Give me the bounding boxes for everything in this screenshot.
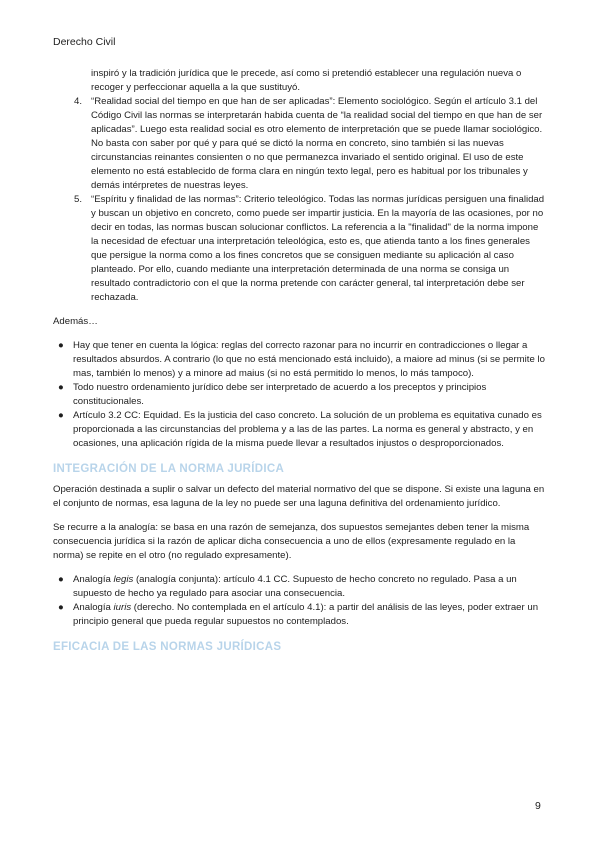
intro-continuation: inspiró y la tradición jurídica que le precede, así como si pretendió establecer una regulación nueva o recoger y perfeccionar aquella a la que sustituyó. (91, 68, 522, 93)
integracion-paragraph-2: Se recurre a la analogía: se basa en una razón de semejanza, dos supuestos semejantes deben tener la misma consecuencia jurídica si la razón de aplicar dicha consecuencia a uno de ellos (expresamente regulado en la norma) se repite en el otro (no regulado expresamente). (53, 522, 530, 561)
section-title-eficacia: EFICACIA DE LAS NORMAS JURÍDICAS (53, 641, 282, 653)
page-content (53, 67, 547, 655)
criteria-number: 5. (74, 194, 83, 205)
criteria-item-5 (53, 193, 547, 305)
list-item-text: Todo nuestro ordenamiento jurídico debe ser interpretado de acuerdo a los preceptos y principios constitucionales. (73, 382, 487, 407)
bullet-icon: ● (58, 382, 64, 393)
bullet-icon: ● (58, 410, 64, 421)
list-item (53, 573, 547, 601)
page-number: 9 (535, 800, 541, 812)
list-item (53, 339, 547, 381)
running-header: Derecho Civil (53, 36, 116, 48)
criteria-item-4 (53, 95, 547, 193)
criteria-text: “Realidad social del tiempo en que han de ser aplicadas”: Elemento sociológico. Según el artículo 3.1 del Código Civil las normas se interpretarán habida cuenta de “la realidad social del tiempo en que han de ser aplicadas”. Luego esta realidad social es otro elemento de interpretación que se puede llamar sociológico. No basta con saber por qué y para qué se dictó la norma en concreto, sino también si las nuevas circunstancias reinantes consienten o no que permanezca invariado el sentido original. El uso de este elemento no está establecido de forma clara en ningún texto legal, pero es habitual por los tribunales y demás intérpretes de nuestras leyes. (91, 96, 543, 191)
analogia-list (53, 573, 547, 629)
ademas-list (53, 339, 547, 451)
criteria-number: 4. (74, 96, 83, 107)
list-item-prefix: Analogía (73, 574, 114, 585)
list-item-emphasis: iuris (113, 602, 132, 613)
bullet-icon: ● (58, 602, 64, 613)
section-title-integracion: INTEGRACIÓN DE LA NORMA JURÍDICA (53, 463, 285, 475)
list-item-text: Artículo 3.2 CC: Equidad. Es la justicia del caso concreto. La solución de un problema es equitativa cunado es proporcionada a las circunstancias del problema y a las de las partes. La norma es general y abstracto, y en ocasiones, una aplicación rígida de la misma puede llevar a resultados injustos o desproporcionados. (73, 410, 542, 449)
list-item (53, 409, 547, 451)
list-item-text: (analogía conjunta): artículo 4.1 CC. Supuesto de hecho concreto no regulado. Pasa a un supuesto de hecho ya regulado para asociar una consecuencia. (73, 574, 517, 599)
criteria-list (53, 95, 547, 305)
list-item-prefix: Analogía (73, 602, 114, 613)
bullet-icon: ● (58, 340, 64, 351)
integracion-paragraph-1: Operación destinada a suplir o salvar un defecto del material normativo del que se dispone. Si existe una laguna en el conjunto de normas, esa laguna de la ley no puede ser una laguna definitiva del ordenamiento jurídico. (53, 484, 545, 509)
list-item-text: Hay que tener en cuenta la lógica: reglas del correcto razonar para no incurrir en contradicciones o llegar a resultados absurdos. A contrario (lo que no está mencionado está incluido), a maiore ad minus (si se permite lo mas, también lo menos) y a minore ad maius (si no está permitido lo menos, lo más tampoco). (73, 340, 545, 379)
list-item-text: (derecho. No contemplada en el artículo 4.1): a partir del análisis de las leyes, poder extraer un principio general que pueda regular supuestos no contemplados. (73, 602, 539, 627)
list-item (53, 381, 547, 409)
ademas-label: Además… (53, 316, 98, 327)
list-item-emphasis: legis (113, 574, 134, 585)
list-item (53, 601, 547, 629)
bullet-icon: ● (58, 574, 64, 585)
criteria-text: “Espíritu y finalidad de las normas”: Criterio teleológico. Todas las normas jurídicas persiguen una finalidad y buscan un objetivo en concreto, como puede ser impartir justicia. En la mayoría de las ocasiones, por no decir en todas, las normas buscan solucionar conflictos. La referencia a la "finalidad" de la norma impone la necesidad de efectuar una interpretación teleológica, esto es, que atienda tanto a los fines generales que persigue la norma como a los fines concretos que se consiguen mediante su aplicación al caso planteado. Por ello, cuando mediante una interpretación determinada de una norma se consiga un resultado contradictorio con el que la norma pretende con carácter general, tal interpretación debe ser rechazada. (91, 194, 545, 303)
